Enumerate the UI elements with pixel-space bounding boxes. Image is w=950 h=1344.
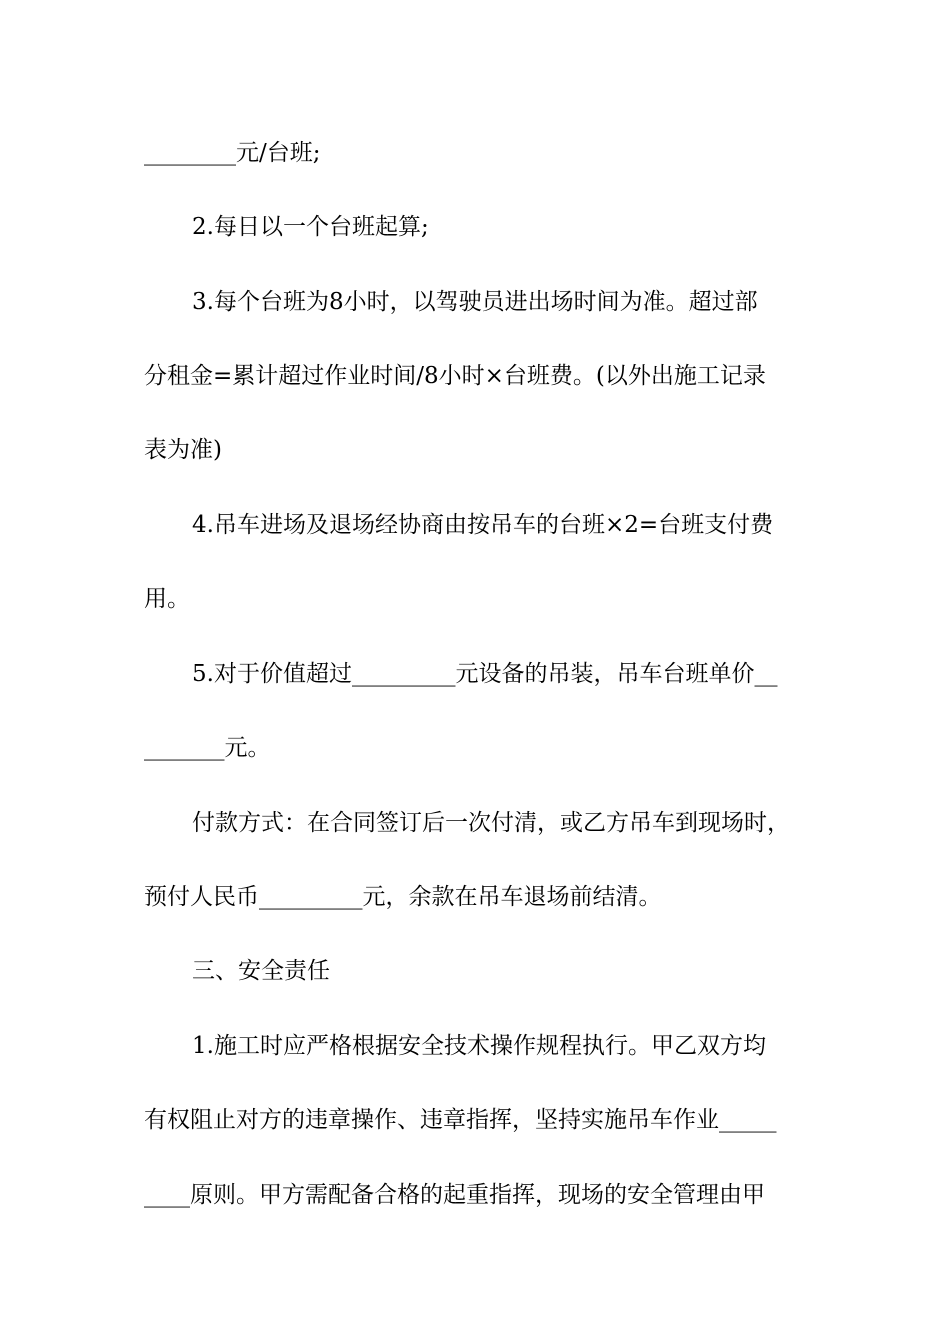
- text-line: ________元/台班;: [144, 140, 321, 166]
- text-line: ____原则。甲方需配备合格的起重指挥，现场的安全管理由甲: [144, 1182, 765, 1208]
- text-line: 预付人民币_________元，余款在吊车退场前结清。: [144, 884, 662, 910]
- text-line: 3.每个台班为8小时，以驾驶员进出场时间为准。超过部: [192, 289, 758, 315]
- text-line: 1.施工时应严格根据安全技术操作规程执行。甲乙双方均: [192, 1033, 766, 1059]
- text-line: 表为准): [144, 437, 222, 463]
- text-line: 用。: [144, 586, 190, 612]
- text-line: 有权阻止对方的违章操作、违章指挥，坚持实施吊车作业_____: [144, 1107, 777, 1133]
- text-line: 4.吊车进场及退场经协商由按吊车的台班×2=台班支付费: [192, 512, 774, 538]
- text-line: 分租金=累计超过作业时间/8小时×台班费。(以外出施工记录: [144, 363, 766, 389]
- text-line: 2.每日以一个台班起算;: [192, 214, 429, 240]
- section-heading: 三、安全责任: [192, 958, 330, 984]
- text-line: 付款方式：在合同签订后一次付清，或乙方吊车到现场时，: [192, 810, 790, 836]
- text-line: _______元。: [144, 735, 271, 761]
- text-line: 5.对于价值超过_________元设备的吊装，吊车台班单价__: [192, 661, 778, 687]
